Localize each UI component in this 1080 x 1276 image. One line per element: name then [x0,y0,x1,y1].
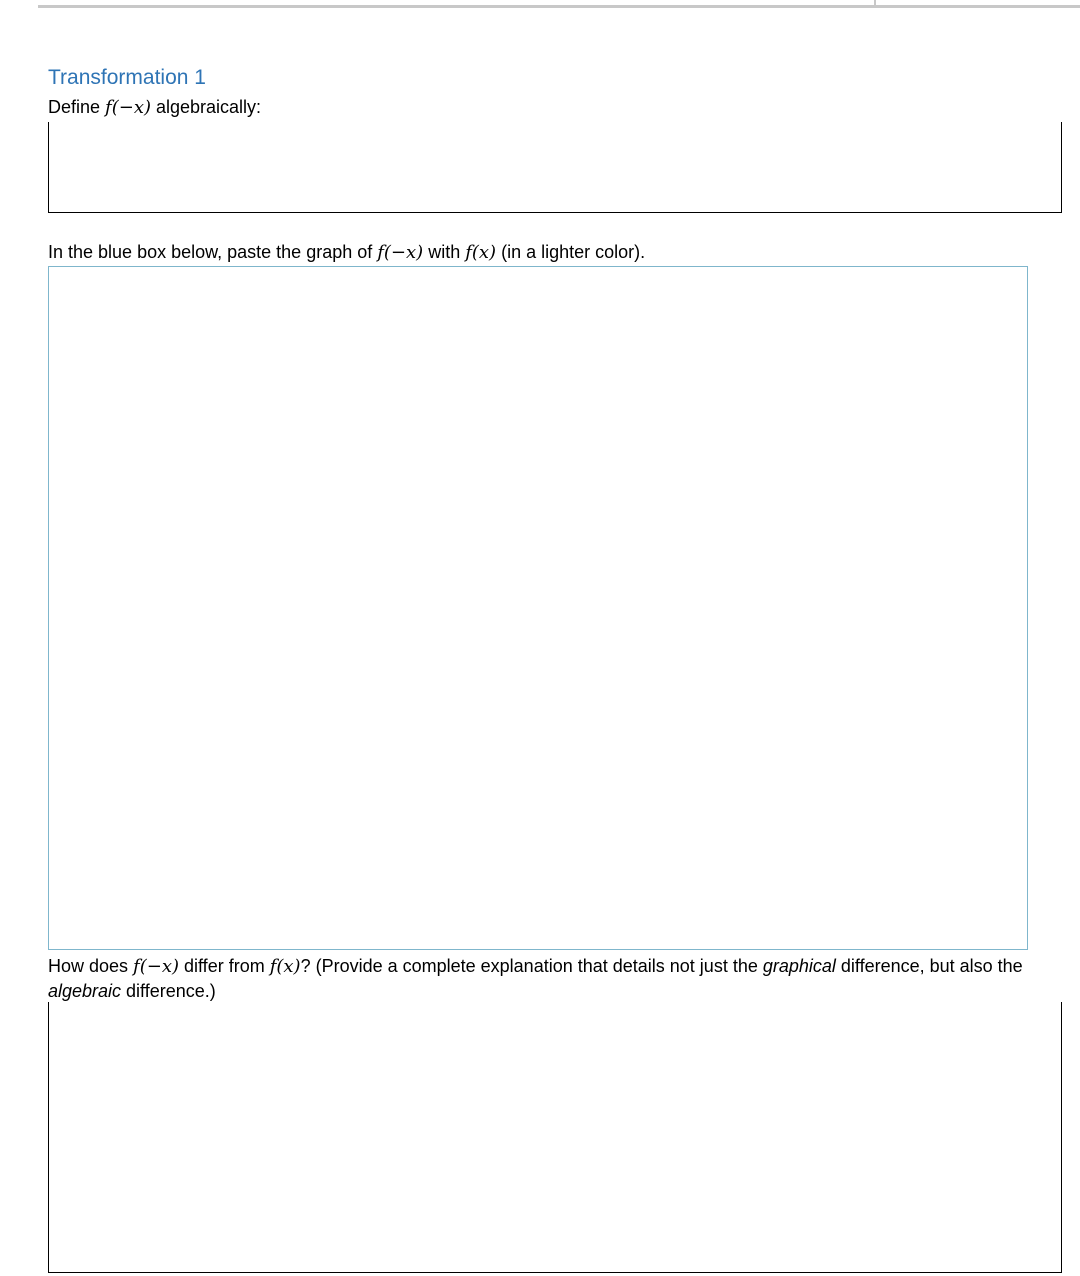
graph-prompt-suffix: (in a lighter color). [496,242,646,262]
difference-prompt-middle: differ from [179,956,270,976]
difference-prompt-prefix: How does [48,956,134,976]
difference-prompt [48,954,1068,1004]
graph-paste-box[interactable] [48,266,1028,950]
math-f-neg-x: f(−x) [133,956,179,977]
top-rule-tick [874,0,876,6]
emphasis-graphical: graphical [762,956,836,976]
math-f-x: f(x) [269,956,301,977]
math-f-neg-x: f(−x) [105,97,151,118]
define-prompt-suffix: algebraically: [151,97,262,117]
math-f-x: f(x) [465,242,497,263]
define-prompt-prefix: Define [48,97,106,117]
difference-prompt-part1: ? (Provide a complete explanation that details not just the [300,956,763,976]
difference-prompt-part2: difference, but also the [835,956,1023,976]
difference-prompt-part3: difference.) [121,981,216,1001]
graph-prompt-prefix: In the blue box below, paste the graph of [48,242,378,262]
section-heading: Transformation 1 [48,66,206,89]
define-prompt [48,97,261,118]
top-rule [38,5,1080,8]
graph-prompt [48,242,645,263]
emphasis-algebraic: algebraic [48,981,122,1001]
difference-answer-box[interactable] [48,1002,1062,1273]
math-f-neg-x: f(−x) [377,242,424,263]
graph-prompt-middle: with [423,242,466,262]
define-answer-box[interactable] [48,122,1062,213]
